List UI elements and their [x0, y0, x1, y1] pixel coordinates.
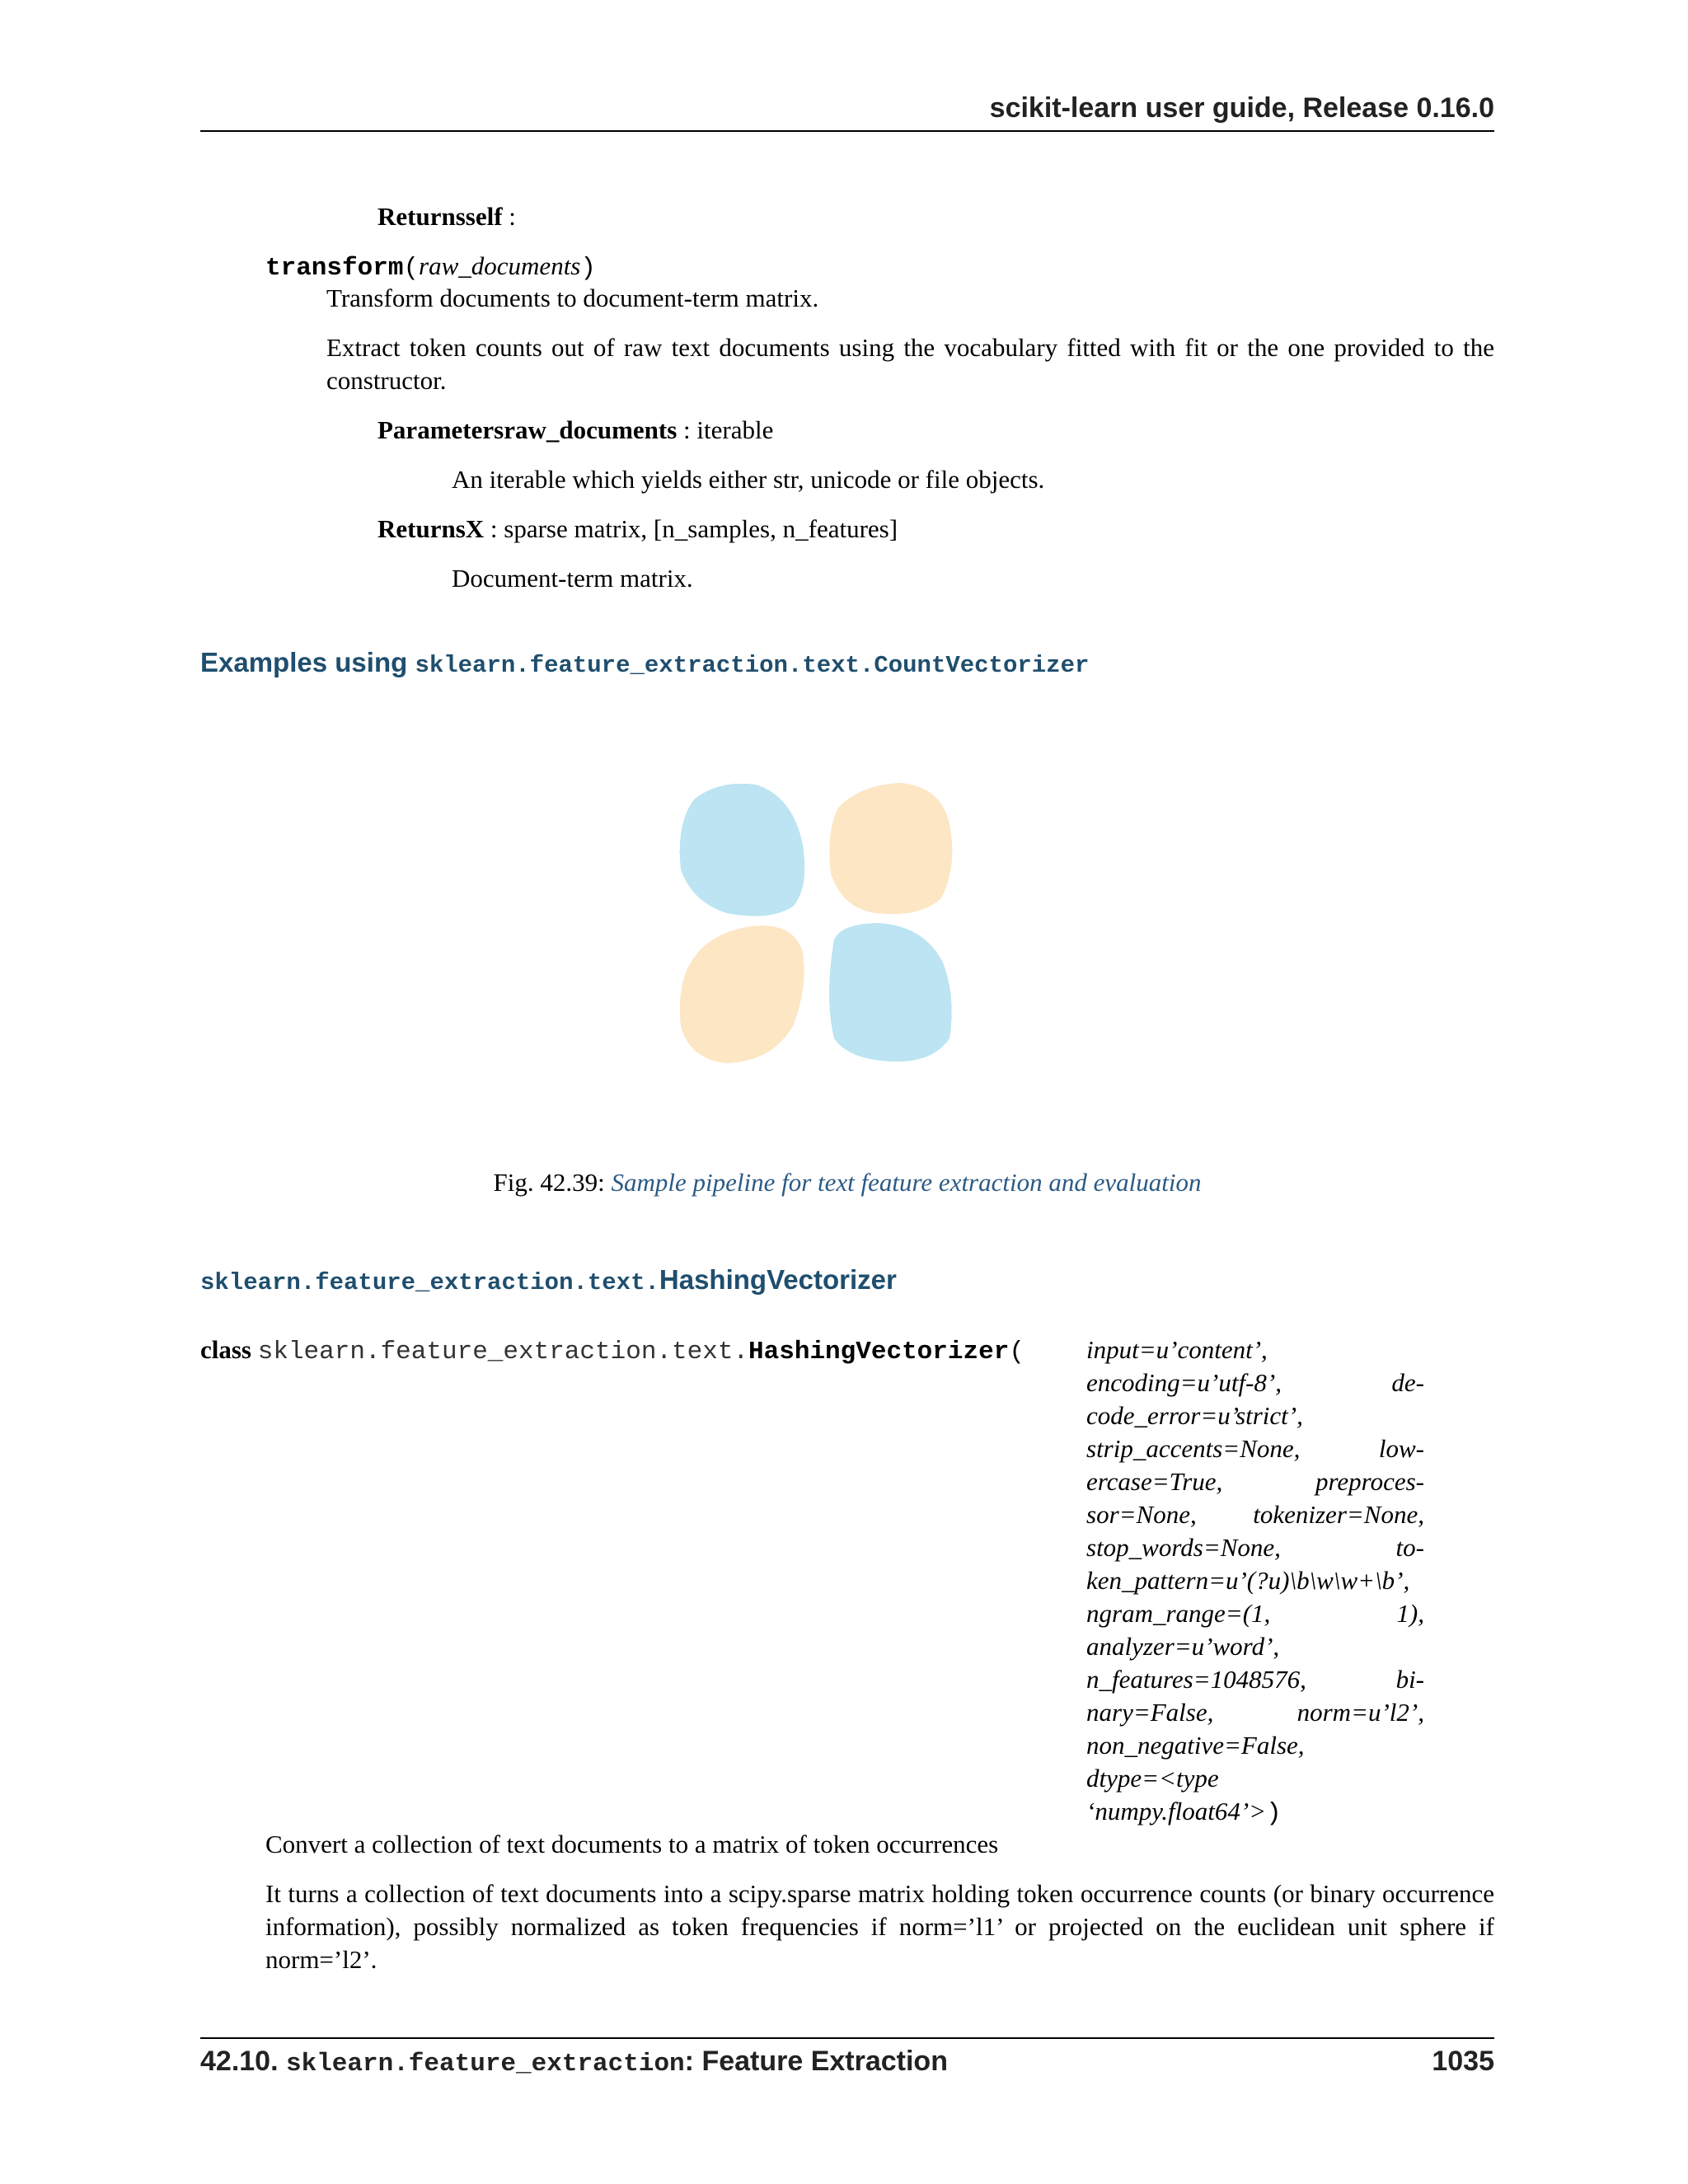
class-summary: Convert a collection of text documents to a matrix of token occurrences: [265, 1830, 999, 1858]
class-param-line: input=u’content’,: [1086, 1335, 1268, 1364]
examples-heading: [200, 647, 1089, 679]
returns-type: : sparse matrix, [n_samples, n_features]: [484, 514, 898, 543]
class-param-line: n_features=1048576, bi-: [1086, 1665, 1424, 1694]
class-name: HashingVectorizer: [748, 1338, 1010, 1366]
figure-label: Fig. 42.39:: [493, 1168, 612, 1197]
returns-description: Document-term matrix.: [452, 564, 693, 593]
blob-top-left: [680, 784, 805, 916]
param-description: An iterable which yields either str, unicode or file objects.: [452, 465, 1045, 494]
class-param-line: stop_words=None, to-: [1086, 1533, 1424, 1562]
class-param-line: analyzer=u’word’,: [1086, 1632, 1280, 1661]
class-param-line: ‘numpy.float64’>): [1086, 1797, 1282, 1828]
class-param-line: ken_pattern=u’(?u)\b\w\w+\b’,: [1086, 1566, 1410, 1595]
blob-bottom-right: [829, 923, 952, 1062]
returns-name: X: [465, 514, 485, 543]
footer-section-number: 42.10.: [200, 2046, 286, 2077]
method-name: transform: [265, 254, 404, 283]
examples-target-link[interactable]: sklearn.feature_extraction.text.CountVectorizer: [415, 652, 1090, 679]
class-param-line: non_negative=False,: [1086, 1731, 1305, 1760]
footer-section: [200, 2046, 948, 2079]
returns-name: self: [465, 202, 503, 231]
class-parameters: [1086, 1333, 1424, 1830]
parameters-label: Parameters: [377, 415, 504, 444]
class-param-line: code_error=u’strict’,: [1086, 1401, 1303, 1430]
figure-caption: [200, 1168, 1494, 1197]
running-header: scikit-learn user guide, Release 0.16.0: [989, 92, 1494, 124]
class-param-line: ercase=True, preproces-: [1086, 1467, 1424, 1496]
example-thumbnail[interactable]: [669, 775, 966, 1071]
class-param-line: encoding=u’utf-8’, de-: [1086, 1368, 1424, 1397]
fit-returns: [377, 200, 516, 233]
blob-bottom-left: [680, 926, 804, 1063]
footer-page-number: 1035: [1432, 2046, 1494, 2077]
returns-label: Returns: [377, 202, 466, 231]
transform-signature: [265, 250, 596, 285]
class-param-line: strip_accents=None, low-: [1086, 1434, 1424, 1463]
sig-open-paren: (: [403, 254, 420, 283]
header-rule: [200, 130, 1494, 132]
footer-module: sklearn.feature_extraction: [285, 2050, 685, 2079]
class-param-line: sor=None, tokenizer=None,: [1086, 1500, 1424, 1529]
heading-module: sklearn.feature_extraction.text.: [200, 1269, 659, 1296]
transform-description: Extract token counts out of raw text documents using the vocabulary fitted with fit or the one provided to the constructor.: [326, 333, 1494, 395]
returns-label: Returns: [377, 514, 466, 543]
blob-top-right: [829, 783, 952, 914]
sig-param: raw_documents: [419, 251, 581, 280]
hashing-heading: [200, 1264, 897, 1296]
footer-section-title: : Feature Extraction: [684, 2046, 948, 2077]
transform-parameters: [377, 414, 773, 447]
returns-sep: :: [502, 202, 516, 231]
class-param-line: nary=False, norm=u’l2’,: [1086, 1698, 1424, 1727]
figure-caption-link[interactable]: Sample pipeline for text feature extraction and evaluation: [611, 1168, 1202, 1197]
class-param-line: dtype=<type: [1086, 1764, 1219, 1793]
transform-summary: Transform documents to document-term matrix.: [326, 284, 819, 312]
class-module: sklearn.feature_extraction.text.: [257, 1338, 749, 1366]
sig-close-paren: ): [1266, 1799, 1282, 1828]
heading-class: HashingVectorizer: [659, 1264, 897, 1295]
class-signature: [200, 1333, 1025, 1369]
sig-open-paren: (: [1009, 1338, 1025, 1366]
sig-close-paren: ): [580, 254, 596, 283]
transform-returns: [377, 513, 898, 546]
param-name: raw_documents: [504, 415, 678, 444]
footer-rule: [200, 2037, 1494, 2039]
examples-prefix: Examples using: [200, 647, 415, 677]
param-type: : iterable: [677, 415, 774, 444]
class-description: It turns a collection of text documents into a scipy.sparse matrix holding token occurrence counts (or binary occurrence information), possibly normalized as token frequencies if norm=’l1’ or projected on the euclidean unit sphere if norm=’l2’.: [265, 1879, 1494, 1974]
class-keyword: class: [200, 1335, 251, 1364]
class-param-line: ngram_range=(1, 1),: [1086, 1599, 1424, 1628]
